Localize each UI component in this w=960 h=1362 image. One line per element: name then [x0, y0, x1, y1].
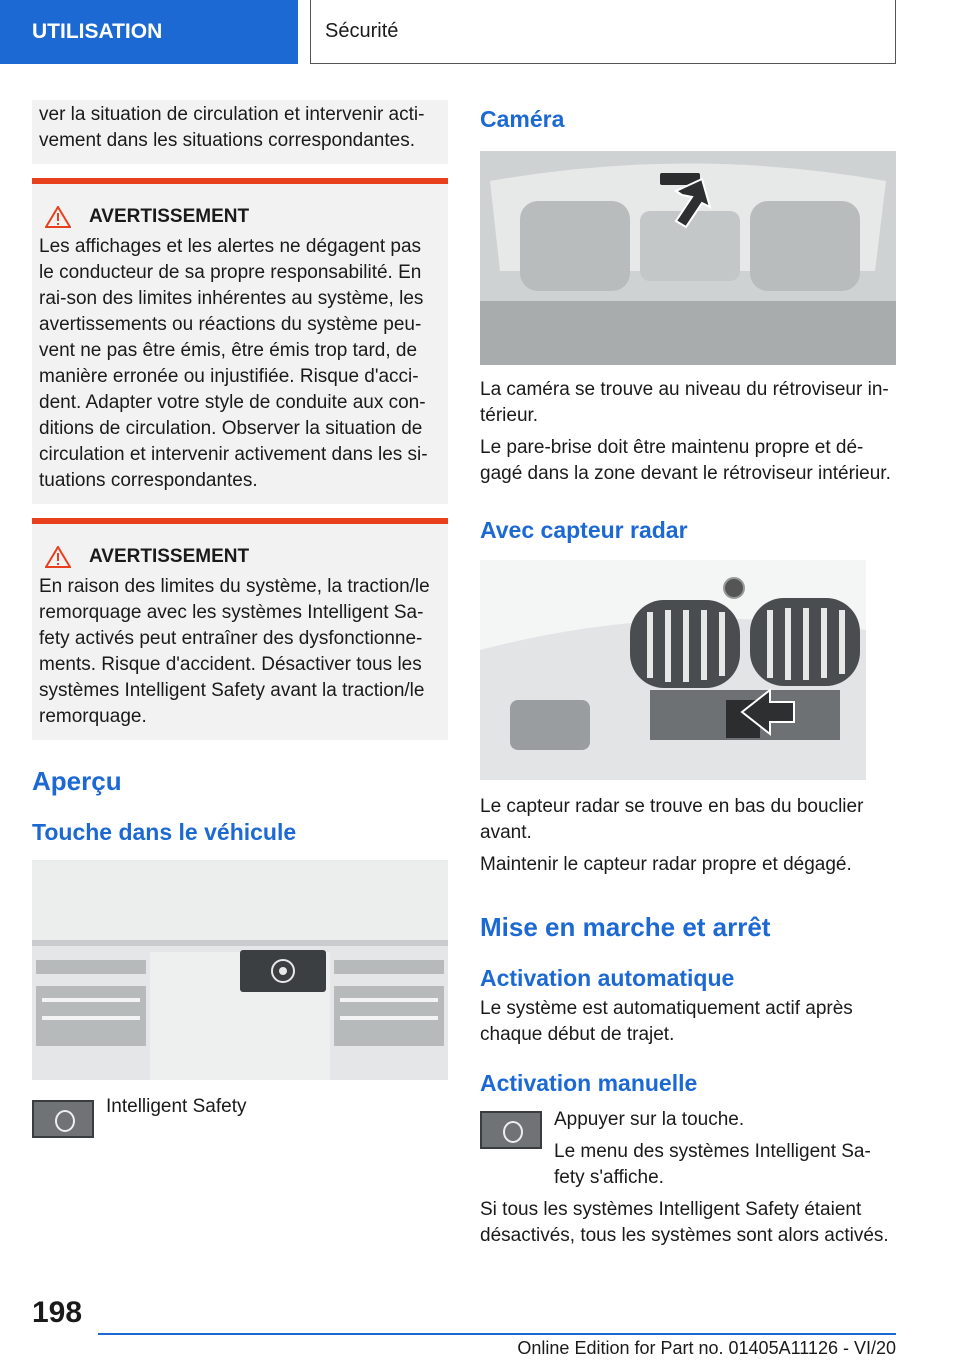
- auto-activation-text: Le système est automatiquement actif après chaque début de trajet.: [480, 998, 853, 1045]
- manual-activation-block: [480, 1107, 896, 1249]
- warning-text-1: Les affichages et les alertes ne dégagent pas le conducteur de sa propre responsabilité. En rai-son des limites inhérentes au système, les avertissements ou réactions du système peu-vent ne pas être émis, être émis trop tard, de manière erronée ou injustifiée. Risque d'acci-dent. Adapter votre style de conduite aux con-ditions de circulation. Observer la situation de circulation et intervenir activement dans les si-tuations correspondantes.: [39, 236, 428, 491]
- radar-sensor-photo: [480, 560, 866, 780]
- radar-heading: Avec capteur radar: [480, 517, 688, 543]
- radar-paragraph-2: Maintenir le capteur radar propre et dégagé.: [480, 854, 852, 875]
- manual-step-2: Le menu des systèmes Intelligent Sa-fety s'affiche.: [554, 1141, 871, 1188]
- button-label: Intelligent Safety: [106, 1096, 247, 1117]
- warning-heading-1: [39, 204, 440, 230]
- edition-footer: Online Edition for Part no. 01405A11126 - VI/20: [98, 1333, 896, 1361]
- intelligent-safety-button-icon: [480, 1111, 542, 1149]
- camera-heading: Caméra: [480, 106, 565, 132]
- button-heading: Touche dans le véhicule: [32, 819, 297, 845]
- warning-heading-2: [39, 544, 440, 570]
- warning-text-2: En raison des limites du système, la traction/le remorquage avec les systèmes Intelligent Sa-fety activés peut entraîner des dysfonctionne-ments. Risque d'accident. Désactiver tous les systèmes Intelligent Safety avant la traction/le remorquage.: [39, 576, 430, 727]
- warning-title-2: AVERTISSEMENT: [89, 546, 250, 567]
- camera-paragraph-1: La caméra se trouve au niveau du rétroviseur in-térieur.: [480, 379, 889, 426]
- intro-box: [32, 100, 448, 164]
- intelligent-safety-button-icon: [32, 1100, 94, 1138]
- warning-title-1: AVERTISSEMENT: [89, 206, 250, 227]
- camera-paragraph-2: Le pare-brise doit être maintenu propre et dé-gagé dans la zone devant le rétroviseur intérieur.: [480, 437, 891, 484]
- warning-triangle-icon: [45, 546, 71, 568]
- overview-heading: Aperçu: [32, 766, 122, 796]
- radar-paragraph-1: Le capteur radar se trouve en bas du bouclier avant.: [480, 796, 864, 843]
- subsection-title: Sécurité: [310, 0, 896, 64]
- auto-activation-heading: Activation automatique: [480, 965, 735, 991]
- manual-step-3: Si tous les systèmes Intelligent Safety étaient désactivés, tous les systèmes sont alors activés.: [480, 1199, 889, 1246]
- dashboard-button-photo: [32, 860, 448, 1080]
- right-column: [480, 100, 896, 1249]
- warning-triangle-icon: [45, 206, 71, 228]
- page-number: 198: [32, 1296, 83, 1329]
- onoff-heading: Mise en marche et arrêt: [480, 912, 771, 942]
- warning-box-1: [32, 178, 448, 504]
- camera-photo: [480, 151, 896, 365]
- manual-step-1: Appuyer sur la touche.: [554, 1109, 745, 1130]
- intro-text: ver la situation de circulation et intervenir acti-vement dans les situations correspondantes.: [39, 104, 425, 151]
- section-tab: UTILISATION: [0, 0, 298, 64]
- warning-box-2: [32, 518, 448, 740]
- manual-activation-heading: Activation manuelle: [480, 1070, 698, 1096]
- button-legend: [32, 1096, 448, 1138]
- left-column: [32, 100, 448, 1138]
